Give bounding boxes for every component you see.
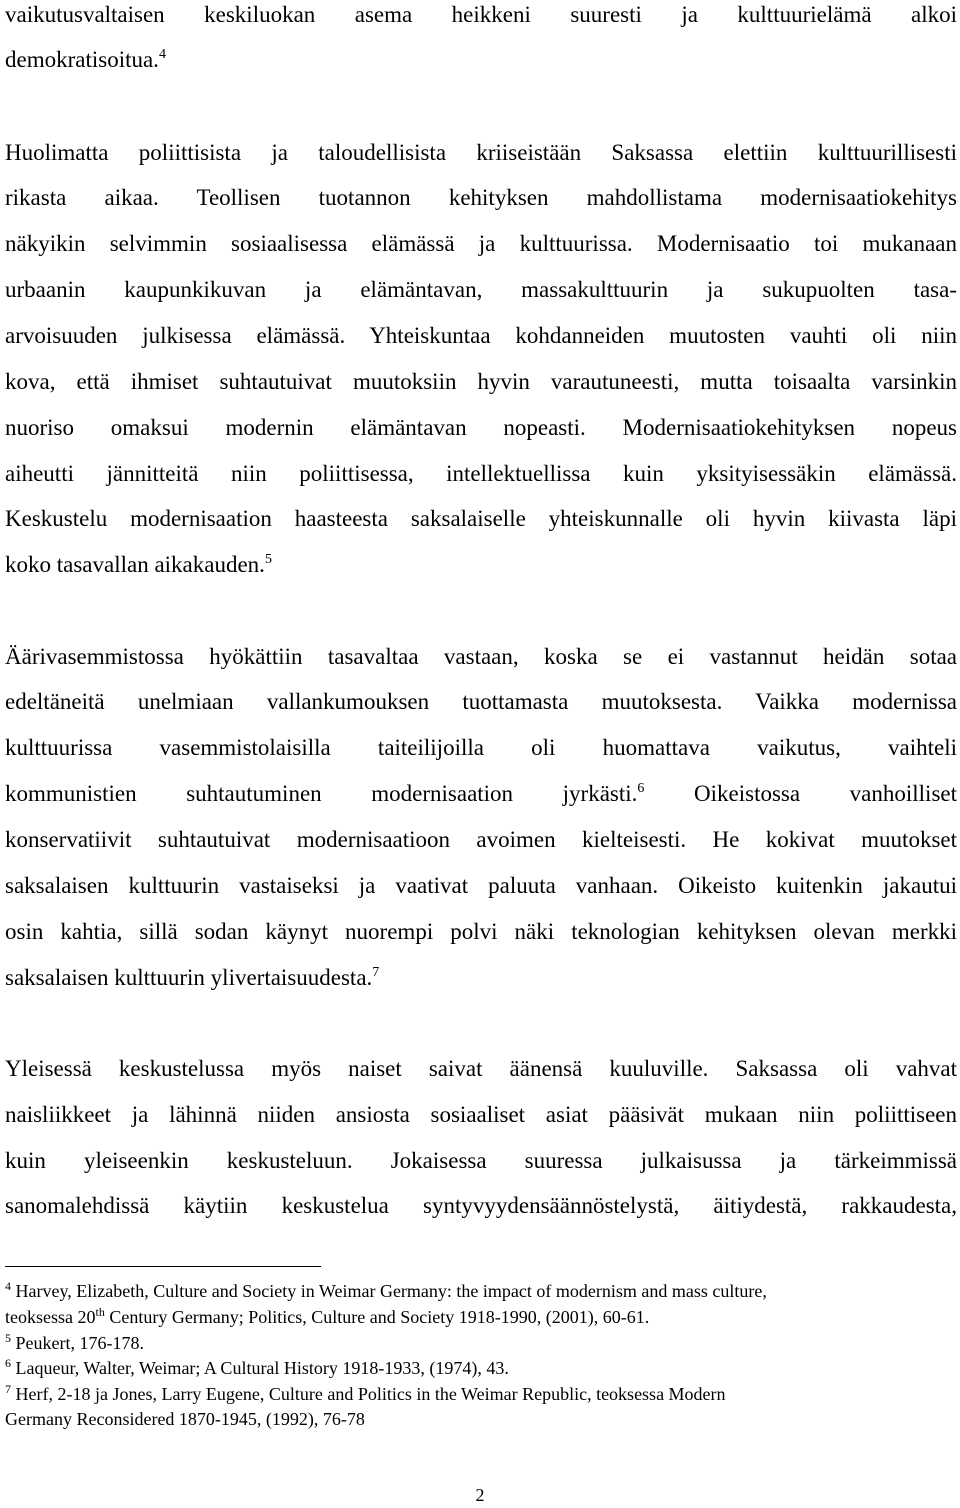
text-line: aiheutti jännitteitä niin poliittisessa, intellektuellissa kuin yksityisessäkin elämässä. <box>5 461 957 486</box>
footnote-number: 7 <box>5 1382 11 1396</box>
text-line: nuoriso omaksui modernin elämäntavan nopeasti. Modernisaatiokehityksen nopeus <box>5 415 957 440</box>
text-line: koko tasavallan aikakauden.$^5$ <box>5 552 272 577</box>
footnote-number: 5 <box>5 1331 11 1345</box>
page-number: 2 <box>475 1485 485 1505</box>
footnote-5: $^5$ Peukert, 176-178. <box>5 1331 144 1353</box>
footnote-7: $^7$ Herf, 2-18 ja Jones, Larry Eugene, Culture and Politics in the Weimar Republic, teoksessa Modern <box>5 1382 726 1404</box>
text-line: saksalaisen kulttuurin ylivertaisuudesta.$^7$ <box>5 965 380 990</box>
text-line: sanomalehdissä käytiin keskustelua syntyvyydensäännöstelystä, äitiydestä, rakkaudesta, <box>5 1193 957 1218</box>
text-line: kulttuurissa vasemmistolaisilla taiteilijoilla oli huomattava vaikutus, vaihteli <box>5 735 957 760</box>
footnote-4-continued: teoksessa 20th Century Germany; Politics, Culture and Society 1918-1990, (2001), 60-61. <box>5 1305 650 1327</box>
text-line: vaikutusvaltaisen keskiluokan asema heikkeni suuresti ja kulttuurielämä alkoi <box>5 2 957 27</box>
text-line: kuin yleiseenkin keskusteluun. Jokaisessa suuressa julkaisussa ja tärkeimmissä <box>5 1148 957 1173</box>
footnote-reference: 4 <box>158 47 166 62</box>
text-line: Yleisessä keskustelussa myös naiset saivat äänensä kuuluville. Saksassa oli vahvat <box>5 1056 957 1081</box>
footnote-number: 4 <box>5 1279 11 1293</box>
footnote-reference: 5 <box>264 552 272 567</box>
text-line: naisliikkeet ja lähinnä niiden ansiosta sosiaaliset asiat pääsivät mukaan niin poliittiseen <box>5 1102 957 1127</box>
footnote-separator <box>5 1266 321 1267</box>
footnote-4: $^4$ Harvey, Elizabeth, Culture and Society in Weimar Germany: the impact of modernism and mass culture, <box>5 1279 767 1301</box>
text-line: osin kahtia, sillä sodan käynyt nuorempi polvi näki teknologian kehityksen olevan merkki <box>5 919 957 944</box>
text-line: arvoisuuden julkisessa elämässä. Yhteiskuntaa kohdanneiden muutosten vauhti oli niin <box>5 323 957 348</box>
text-line: Äärivasemmistossa hyökättiin tasavaltaa vastaan, koska se ei vastannut heidän sotaa <box>5 644 957 669</box>
text-line: konservatiivit suhtautuivat modernisaatioon avoimen kielteisesti. He kokivat muutokset <box>5 827 957 852</box>
text-line: demokratisoitua.$^4$ <box>5 47 166 72</box>
text-line: Huolimatta poliittisista ja taloudellisista kriiseistään Saksassa elettiin kulttuurillisesti <box>5 140 957 165</box>
text-line: saksalaisen kulttuurin vastaiseksi ja vaativat paluuta vanhaan. Oikeisto kuitenkin jakautui <box>5 873 957 898</box>
footnote-number: 6 <box>5 1356 11 1370</box>
text-line: näkyikin selvimmin sosiaalisessa elämässä ja kulttuurissa. Modernisaatio toi mukanaan <box>5 231 957 256</box>
footnote-reference: 7 <box>372 965 380 980</box>
text-line: edeltäneitä unelmiaan vallankumouksen tuottamasta muutoksesta. Vaikka modernissa <box>5 689 957 714</box>
text-line: rikasta aikaa. Teollisen tuotannon kehityksen mahdollistama modernisaatiokehitys <box>5 185 957 210</box>
text-line: kova, että ihmiset suhtautuivat muutoksiin hyvin varautuneesti, mutta toisaalta varsinkin <box>5 369 957 394</box>
superscript: th <box>95 1305 105 1319</box>
footnote-7-continued: Germany Reconsidered 1870-1945, (1992), 76-78 <box>5 1409 365 1429</box>
text-line: urbaanin kaupunkikuvan ja elämäntavan, massakulttuurin ja sukupuolten tasa- <box>5 277 957 302</box>
footnote-6: $^6$ Laqueur, Walter, Weimar; A Cultural History 1918-1933, (1974), 43. <box>5 1356 509 1378</box>
text-line: Keskustelu modernisaation haasteesta saksalaiselle yhteiskunnalle oli hyvin kiivasta läpi <box>5 506 957 531</box>
text-line: kommunistien suhtautuminen modernisaation jyrkästi.$^6$ Oikeistossa vanhoilliset <box>5 781 957 806</box>
footnote-reference: 6 <box>637 781 645 796</box>
